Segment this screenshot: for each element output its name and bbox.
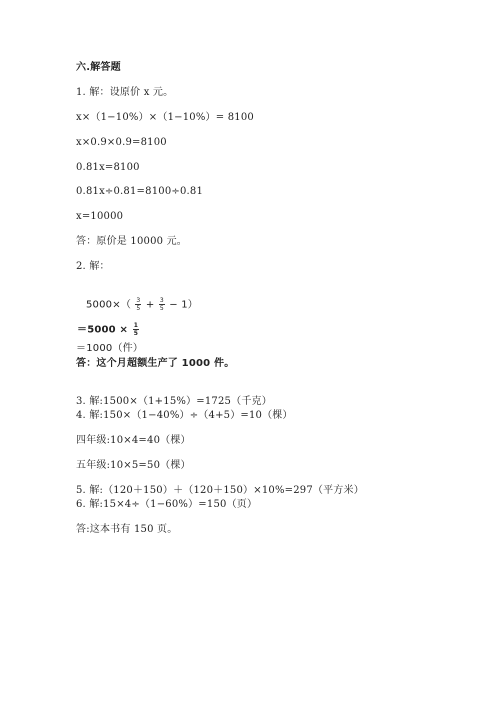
frac1-numerator: 3 — [136, 297, 141, 304]
final-answer: 答:这本书有 150 页。 — [76, 524, 178, 535]
q3-line: 3. 解:1500×（1+15%）=1725（千克） — [76, 396, 272, 407]
frac2-denominator: 5 — [159, 305, 164, 312]
q1-line6: x=10000 — [76, 211, 124, 222]
frac3-numerator: 1 — [133, 322, 139, 329]
q6-line: 6. 解:15×4÷（1−60%）=150（页） — [76, 499, 258, 510]
q2-label: 2. 解： — [76, 261, 110, 272]
q2-fraction-1 — [135, 297, 141, 312]
q5-line: 5. 解:（120＋150）＋（120＋150）×10%=297（平方米） — [76, 485, 364, 496]
q2-fraction-3 — [133, 322, 139, 337]
frac2-numerator: 3 — [159, 297, 164, 304]
q2-expression-2 — [77, 322, 140, 337]
q2-expression-3: ＝1000（件） — [76, 343, 144, 354]
q2-expression-1 — [86, 297, 198, 312]
q2-plus: + — [145, 299, 155, 311]
q1-line3: x×0.9×0.9=8100 — [76, 137, 167, 148]
q1-line4: 0.81x=8100 — [76, 162, 140, 173]
q2-expr1-suffix: − 1） — [169, 299, 198, 311]
q2-answer: 答：这个月超额生产了 1000 件。 — [76, 358, 235, 369]
q1-line1: 1. 解：设原价 x 元。 — [76, 87, 174, 98]
q1-answer: 答：原价是 10000 元。 — [76, 236, 187, 247]
q2-fraction-2 — [159, 297, 165, 312]
q1-line2: x×（1−10%）×（1−10%）= 8100 — [76, 112, 254, 123]
section-title: 六.解答题 — [76, 62, 121, 73]
q4-line1: 4. 解:150×（1−40%）÷（4+5）=10（棵） — [76, 410, 293, 421]
frac1-denominator: 5 — [136, 305, 141, 312]
q4-line2: 四年级:10×4=40（棵） — [76, 435, 191, 446]
frac3-denominator: 5 — [133, 330, 139, 337]
q4-line3: 五年级:10×5=50（棵） — [76, 460, 191, 471]
q1-line5: 0.81x÷0.81=8100÷0.81 — [76, 186, 204, 197]
q2-expr2-prefix: ＝5000 × — [77, 324, 129, 336]
q2-expr1-prefix: 5000×（ — [86, 299, 132, 311]
